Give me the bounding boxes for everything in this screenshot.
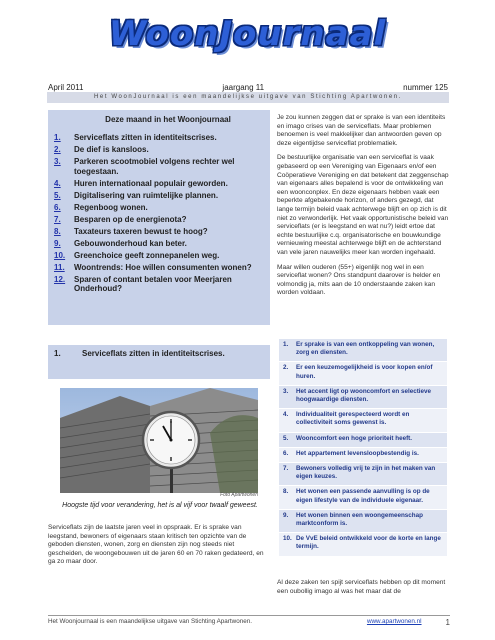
section-title: Serviceflats zitten in identiteitscrises. xyxy=(82,349,225,358)
section-number: 1. xyxy=(54,349,61,358)
toc-item[interactable] xyxy=(54,157,264,176)
toc-link-number[interactable]: 6. xyxy=(54,202,61,212)
toc-link-number[interactable]: 10. xyxy=(54,250,66,260)
article-text-left: Serviceflats zijn de laatste jaren veel in opspraak. Er is sprake van leegstand, bewoners of eigenaars staan kritisch ten opzichte van de geboden diensten, wonen, zorg en diensten zijn nog steeds niet gescheiden, de woongebouwen uit de jaren 60 en 70 raken gedateerd, en ga zo maar door. xyxy=(48,524,264,566)
toc-link-number[interactable]: 1. xyxy=(54,133,61,142)
page-number: 1 xyxy=(445,618,450,627)
issue-number: nummer 125 xyxy=(403,83,448,92)
requirement-item: 1. Er sprake is van een ontkoppeling van wonen, zorg en diensten. xyxy=(279,339,447,361)
toc-item[interactable] xyxy=(54,227,264,237)
toc-item[interactable] xyxy=(54,251,264,261)
requirement-item: 2. Er een keuzemogelijkheid is voor kopen en/of huren. xyxy=(279,362,447,384)
section-1-heading xyxy=(48,345,270,379)
toc-item-text: Regenboog wonen. xyxy=(74,202,148,212)
toc-item-text: De dief is kansloos. xyxy=(74,145,149,154)
clock-building-photo xyxy=(60,388,258,493)
requirement-item: 9. Het wonen binnen een woongemeenschap marktconform is. xyxy=(279,510,447,532)
page-footer xyxy=(48,615,450,627)
toc-item[interactable] xyxy=(54,203,264,213)
toc-item-text: Taxateurs taxeren bewust te hoog? xyxy=(74,226,208,236)
toc-item[interactable] xyxy=(54,263,264,273)
photo-caption: Hoogste tijd voor verandering, het is al vijf voor twaalf geweest. xyxy=(62,502,258,509)
photo-credit: Foto Apartwonen xyxy=(220,492,258,498)
requirement-item: 4. Individualiteit gerespecteerd wordt en collectiviteit soms gewenst is. xyxy=(279,409,447,431)
requirement-item: 7. Bewoners volledig vrij te zijn in het maken van eigen keuzes. xyxy=(279,463,447,485)
requirements-list xyxy=(279,339,447,557)
article-text-continued xyxy=(277,579,449,602)
toc-link-number[interactable]: 5. xyxy=(54,190,61,200)
masthead xyxy=(0,14,495,54)
paragraph: Je zou kunnen zeggen dat er sprake is van een identiteits en imago crises van de serviceflats. Maar problemen benoemen is veel makkelijker dan antwoorden geven op deze eigentijdse serviceflat problematiek. xyxy=(277,114,446,147)
toc-link-number[interactable]: 12. xyxy=(54,274,66,284)
toc-item[interactable] xyxy=(54,275,264,294)
toc-item-text: Gebouwonderhoud kan beter. xyxy=(74,238,187,248)
toc-link-number[interactable]: 3. xyxy=(54,157,61,166)
website-link[interactable]: www.apartwonen.nl xyxy=(366,618,422,625)
toc-link-number[interactable]: 11. xyxy=(54,262,65,272)
table-of-contents xyxy=(48,110,270,325)
toc-item-text: Digitalisering van ruimtelijke plannen. xyxy=(74,190,219,200)
issue-date: April 2011 xyxy=(48,83,84,92)
toc-item[interactable] xyxy=(54,179,264,189)
toc-item-text: Greenchoice geeft zonnepanelen weg. xyxy=(74,250,220,260)
requirement-item: 6. Het appartement levensloopbestendig is. xyxy=(279,448,447,462)
toc-list xyxy=(54,133,264,294)
paragraph: De bestuurlijke organisatie van een serviceflat is vaak gebaseerd op een Vereniging van Eigenaars en/of een Coöperatieve Vereniging en dat betekent dat zeggenschap van eigenaars alles bepalend is voor de ontwikkeling van een woonconplex. En deze eigenaars hebben vaak een beperkte afgebakende horizon, of anders gezegd, dat lange termijn beleid vaak achterwege blijft en op zich is dit niet zo verwonderlijk. Het vaak opportunistische beleid van serviceflats (er is leegstand en wat nu?) leidt ertoe dat echte bestuurlijke c.q. organisatorische en bouwkundige vernieuwing meestal achterwege blijft en de achterstand van vele jaren nauwelijks meer kan worden ingehaald. xyxy=(277,154,449,256)
toc-link-number[interactable]: 9. xyxy=(54,238,61,248)
toc-item-text: Parkeren scootmobiel volgens rechter wel toegestaan. xyxy=(74,157,235,176)
toc-item[interactable] xyxy=(54,191,264,201)
toc-link-number[interactable]: 8. xyxy=(54,226,61,236)
footer-text: Het Woonjournaal is een maandelijkse uitgave van Stichting Apartwonen. xyxy=(48,618,252,625)
toc-item[interactable] xyxy=(54,215,264,225)
requirement-item: 10. De VvE beleid ontwikkeld voor de korte en lange termijn. xyxy=(279,533,447,555)
toc-item[interactable] xyxy=(54,239,264,249)
tagline: Het WoonJournaal is een maandelijkse uitgave van Stichting Apartwonen. xyxy=(47,92,449,103)
toc-link-number[interactable]: 4. xyxy=(54,178,61,188)
requirement-item: 5. Wooncomfort een hoge prioriteit heeft. xyxy=(279,433,447,447)
toc-link-number[interactable]: 7. xyxy=(54,214,61,224)
photo-illustration xyxy=(60,388,258,493)
masthead-title: WoonJournaal xyxy=(108,14,387,54)
toc-item-text: Besparen op de energienota? xyxy=(74,214,187,224)
article-text-right xyxy=(277,114,449,304)
toc-item-text: Serviceflats zitten in identiteitscrises. xyxy=(74,133,217,142)
toc-item-text: Sparen of contant betalen voor Meerjaren Onderhoud? xyxy=(74,274,232,293)
toc-item-text: Woontrends: Hoe willen consumenten wonen? xyxy=(74,262,252,272)
issue-info xyxy=(48,83,448,92)
toc-item[interactable] xyxy=(54,133,264,143)
requirement-item: 3. Het accent ligt op wooncomfort en selectieve hoogwaardige diensten. xyxy=(279,386,447,408)
issue-volume: jaargang 11 xyxy=(222,83,265,92)
paragraph: Al deze zaken ten spijt serviceflats hebben op dit moment een oubollig imago al was het maar dat de xyxy=(277,579,446,595)
paragraph: Maar willen ouderen (55+) eigenlijk nog wel in een serviceflat wonen? Ons standpunt daarover is helder en volmondig ja, mits aan de 10 onderstaande zaken kan worden voldaan. xyxy=(277,263,441,297)
toc-title: Deze maand in het Woonjournaal xyxy=(105,115,231,124)
toc-item-text: Huren internationaal populair geworden. xyxy=(74,178,228,188)
requirement-item: 8. Het wonen een passende aanvulling is op de eigen lifestyle van de individuele eigenaar. xyxy=(279,486,447,508)
toc-link-number[interactable]: 2. xyxy=(54,145,61,154)
toc-item[interactable] xyxy=(54,145,264,155)
